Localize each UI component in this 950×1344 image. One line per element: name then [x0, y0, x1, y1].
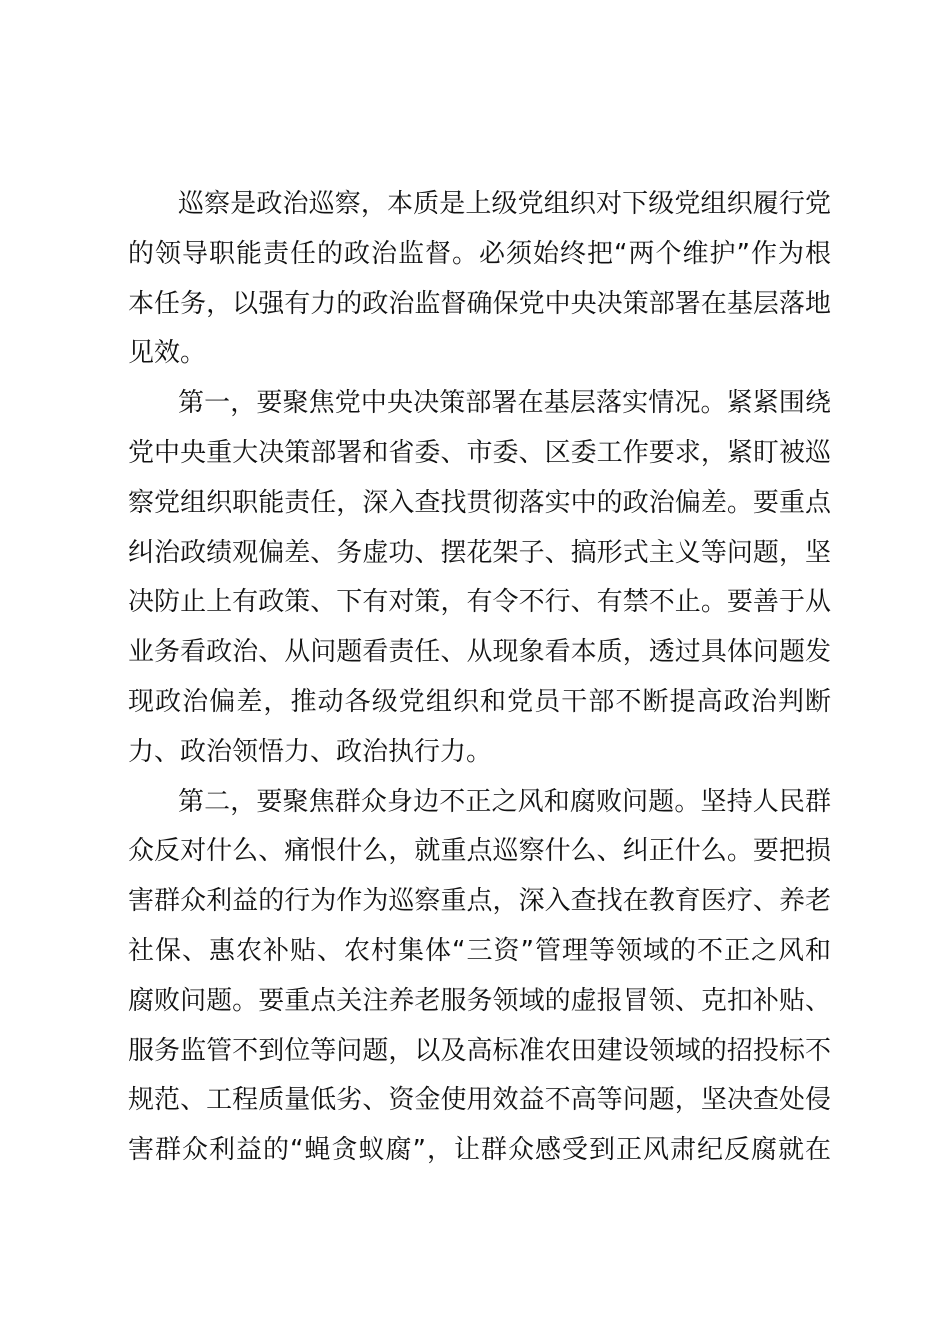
paragraph: [128, 379, 831, 777]
text-line: 见效。: [128, 338, 207, 369]
text-line: 纠治政绩观偏差、务虚功、摆花架子、搞形式主义等问题，坚: [128, 537, 831, 568]
text-line: 的领导职能责任的政治监督。必须始终把“两个维护”作为根: [128, 238, 831, 269]
text-line: 腐败问题。要重点关注养老服务领域的虚报冒领、克扣补贴、: [128, 985, 831, 1016]
text-line: 现政治偏差，推动各级党组织和党员干部不断提高政治判断: [128, 686, 831, 717]
text-line: 第一，要聚焦党中央决策部署在基层落实情况。紧紧围绕: [178, 388, 831, 419]
document-page: [128, 180, 831, 1176]
text-line: 服务监管不到位等问题，以及高标准农田建设领域的招投标不: [128, 1035, 831, 1066]
text-line: 本任务，以强有力的政治监督确保党中央决策部署在基层落地: [128, 288, 831, 319]
text-line: 害群众利益的行为作为巡察重点，深入查找在教育医疗、养老: [128, 886, 831, 917]
text-line: 巡察是政治巡察，本质是上级党组织对下级党组织履行党: [178, 189, 831, 219]
text-line: 第二，要聚焦群众身边不正之风和腐败问题。坚持人民群: [178, 786, 831, 817]
paragraph: [128, 778, 831, 1176]
paragraph: [128, 180, 831, 379]
text-line: 力、政治领悟力、政治执行力。: [128, 736, 493, 767]
text-line: 察党组织职能责任，深入查找贯彻落实中的政治偏差。要重点: [128, 487, 831, 518]
text-line: 业务看政治、从问题看责任、从现象看本质，透过具体问题发: [128, 637, 831, 668]
text-line: 社保、惠农补贴、农村集体“三资”管理等领域的不正之风和: [128, 935, 831, 966]
text-line: 党中央重大决策部署和省委、市委、区委工作要求，紧盯被巡: [128, 437, 831, 468]
text-line: 害群众利益的“蝇贪蚁腐”，让群众感受到正风肃纪反腐就在: [128, 1135, 831, 1166]
text-line: 规范、工程质量低劣、资金使用效益不高等问题，坚决查处侵: [128, 1085, 831, 1116]
text-line: 众反对什么、痛恨什么，就重点巡察什么、纠正什么。要把损: [128, 836, 831, 867]
text-line: 决防止上有政策、下有对策，有令不行、有禁不止。要善于从: [128, 587, 831, 618]
